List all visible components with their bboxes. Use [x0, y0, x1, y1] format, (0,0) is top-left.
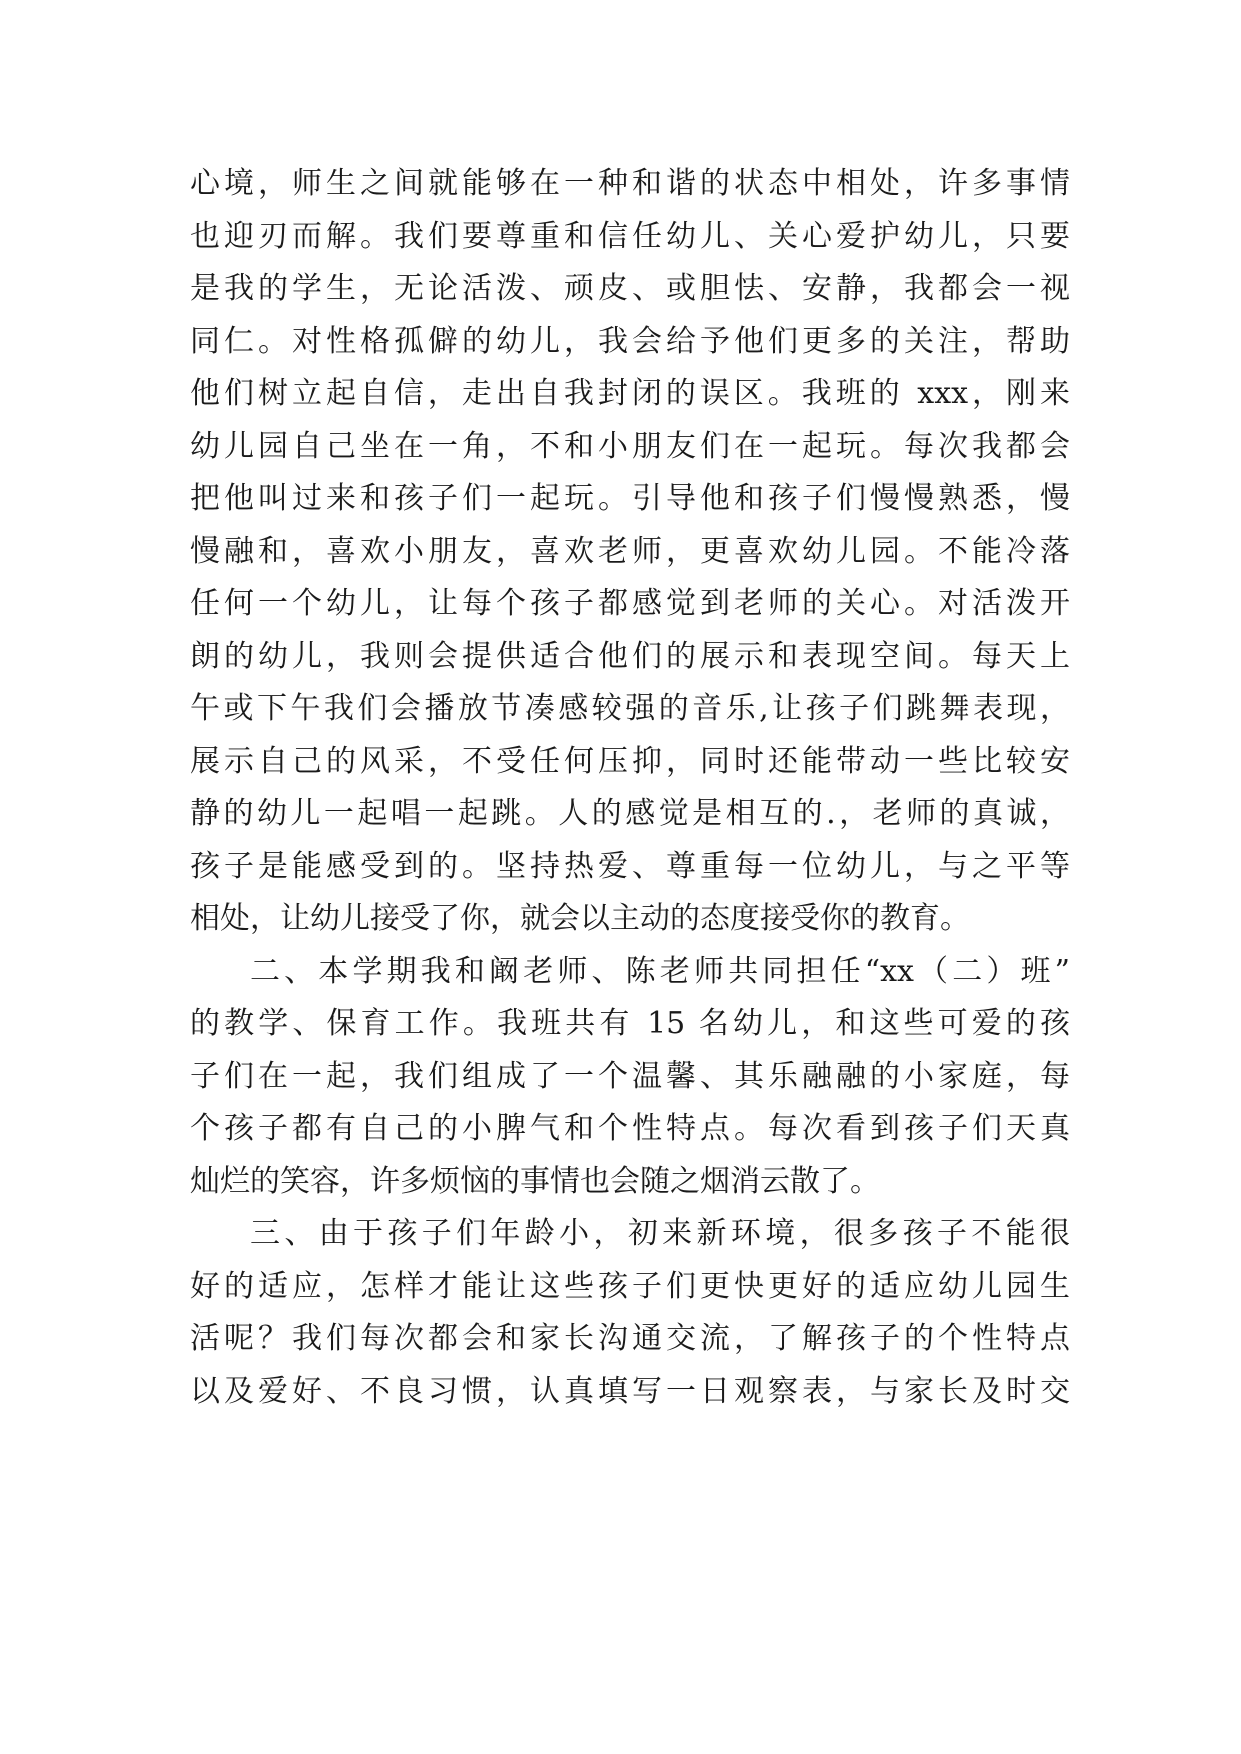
- text-line: 子们在一起，我们组成了一个温馨、其乐融融的小家庭，每: [190, 1058, 1070, 1094]
- text-line: 慢融和，喜欢小朋友，喜欢老师，更喜欢幼儿园。不能冷落: [190, 533, 1070, 569]
- text-line: 也迎刃而解。我们要尊重和信任幼儿、关心爱护幼儿，只要: [190, 218, 1070, 254]
- text-line: 二、本学期我和阚老师、陈老师共同担任“xx（二）班”: [250, 953, 1070, 989]
- text-line: 静的幼儿一起唱一起跳。人的感觉是相互的.，老师的真诚，: [190, 796, 1070, 831]
- text-line: 幼儿园自己坐在一角，不和小朋友们在一起玩。每次我都会: [190, 428, 1070, 464]
- text-line: 的教学、保育工作。我班共有 15 名幼儿，和这些可爱的孩: [190, 1006, 1070, 1041]
- text-line: 相处，让幼儿接受了你，就会以主动的态度接受你的教育。: [190, 901, 970, 936]
- body-text: [190, 158, 1070, 1418]
- text-line: 灿烂的笑容，许多烦恼的事情也会随之烟消云散了。: [190, 1163, 880, 1199]
- text-line: 把他叫过来和孩子们一起玩。引导他和孩子们慢慢熟悉，慢: [190, 481, 1070, 516]
- text-line: 心境，师生之间就能够在一种和谐的状态中相处，许多事情: [190, 166, 1070, 201]
- text-line: 朗的幼儿，我则会提供适合他们的展示和表现空间。每天上: [190, 638, 1070, 674]
- text-line: 是我的学生，无论活泼、顽皮、或胆怯、安静，我都会一视: [190, 271, 1070, 306]
- text-line: 以及爱好、不良习惯，认真填写一日观察表，与家长及时交: [190, 1373, 1070, 1409]
- text-line: 同仁。对性格孤僻的幼儿，我会给予他们更多的关注，帮助: [190, 323, 1070, 359]
- text-line: 任何一个幼儿，让每个孩子都感觉到老师的关心。对活泼开: [190, 586, 1070, 621]
- text-line: 午或下午我们会播放节凑感较强的音乐,让孩子们跳舞表现，: [190, 691, 1070, 726]
- text-line: 好的适应，怎样才能让这些孩子们更快更好的适应幼儿园生: [190, 1268, 1070, 1304]
- text-line: 展示自己的风采，不受任何压抑，同时还能带动一些比较安: [190, 743, 1070, 779]
- text-line: 个孩子都有自己的小脾气和个性特点。每次看到孩子们天真: [190, 1111, 1070, 1146]
- text-line: 三、由于孩子们年龄小，初来新环境，很多孩子不能很: [250, 1216, 1070, 1251]
- text-line: 活呢？我们每次都会和家长沟通交流，了解孩子的个性特点: [190, 1321, 1070, 1356]
- text-line: 孩子是能感受到的。坚持热爱、尊重每一位幼儿，与之平等: [190, 848, 1070, 884]
- text-line: 他们树立起自信，走出自我封闭的误区。我班的 xxx，刚来: [190, 376, 1070, 411]
